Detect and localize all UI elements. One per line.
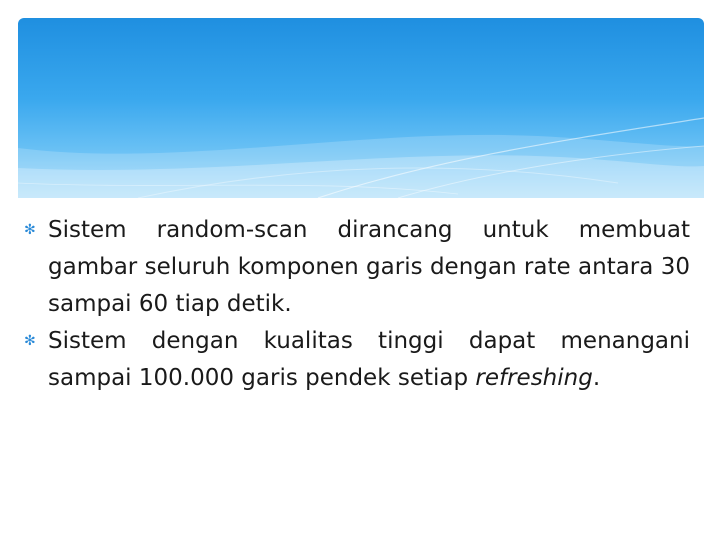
asterisk-bullet-icon: ✻: [24, 333, 36, 349]
header-banner: [18, 18, 704, 198]
bullet-item-1: [22, 212, 690, 323]
asterisk-bullet-icon: ✻: [24, 222, 36, 238]
bullet-text-1: Sistem random-scan dirancang untuk membuat gambar seluruh komponen garis dengan rate antara 30 sampai 60 tiap detik.: [48, 217, 690, 317]
bullet-list: [22, 212, 690, 397]
bullet-text-2-end: .: [592, 365, 601, 391]
bullet-item-2: [22, 323, 690, 397]
bullet-text-2-main: Sistem dengan kualitas tinggi dapat menangani sampai 100.000 garis pendek setiap: [48, 328, 690, 391]
bullet-text-2-italic: refreshing: [475, 365, 593, 391]
wave-decoration: [18, 18, 704, 198]
